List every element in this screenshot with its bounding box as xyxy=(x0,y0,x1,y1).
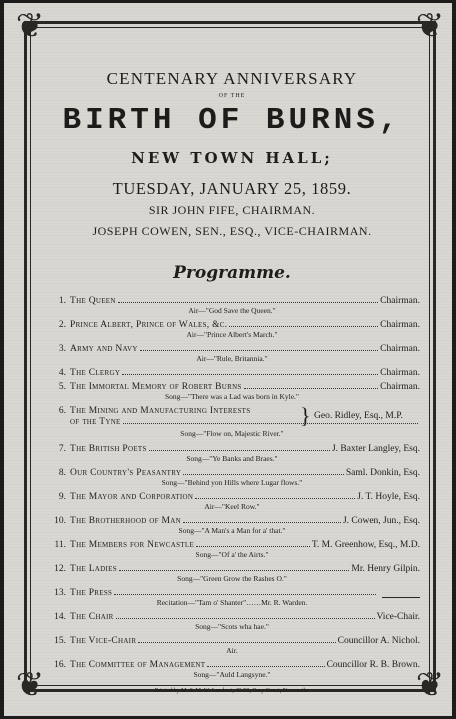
programme-sheet xyxy=(4,3,452,716)
toast-title: The Mining and Manufacturing Interests xyxy=(70,406,251,416)
toast-music: Song—"There was a Lad was born in Kyle." xyxy=(164,392,299,401)
dot-leader xyxy=(196,546,310,547)
toast-responder: Councillor R. B. Brown. xyxy=(326,660,420,670)
toast-music: Song—"Green Grow the Rashes O." xyxy=(177,574,287,583)
toast-item xyxy=(32,537,432,563)
toast-title: The Vice-Chair xyxy=(70,636,137,646)
toast-responder: Chairman. xyxy=(380,368,420,378)
toast-number: 15. xyxy=(54,636,66,646)
toast-item xyxy=(32,609,432,635)
toast-music: Air—"Keel Row." xyxy=(204,502,260,511)
toast-responder: Chairman. xyxy=(380,320,420,330)
corner-ornament-icon: ❦ xyxy=(15,8,45,45)
toast-title: The Queen xyxy=(70,296,116,306)
toast-item xyxy=(32,465,432,491)
toast-title: The British Poets xyxy=(70,444,147,454)
toast-number: 10. xyxy=(54,516,66,526)
toast-responder: Chairman. xyxy=(380,344,420,354)
toast-music: Song—"Of a' the Airts." xyxy=(195,550,269,559)
heading-venue: NEW TOWN HALL; xyxy=(131,149,333,167)
toast-number: 7. xyxy=(58,444,66,454)
toast-title-continued: of the Tyne xyxy=(70,417,121,427)
toast-title: The Ladies xyxy=(70,564,117,574)
toast-number: 12. xyxy=(54,564,66,574)
dot-leader xyxy=(119,570,349,571)
toast-item xyxy=(32,561,432,587)
toast-item xyxy=(32,513,432,539)
toast-title: The Immortal Memory of Robert Burns xyxy=(70,382,242,392)
toast-music: Song—"Behind yon Hills where Lugar flows." xyxy=(161,478,303,487)
dot-leader xyxy=(114,594,376,595)
toast-title: The Committee of Management xyxy=(70,660,206,670)
toast-title: Our Country's Peasantry xyxy=(70,468,182,478)
toast-responder: Chairman. xyxy=(380,296,420,306)
toast-number: 8. xyxy=(58,468,66,478)
toast-responder: Chairman. xyxy=(380,382,420,392)
toast-number: 14. xyxy=(54,612,66,622)
toast-number: 4. xyxy=(58,368,66,378)
heading-date: TUESDAY, JANUARY 25, 1859. xyxy=(112,179,352,198)
dot-leader xyxy=(149,450,330,451)
toast-title: Prince Albert, Prince of Wales, &c. xyxy=(70,320,228,330)
toast-music: Air. xyxy=(226,646,238,655)
dot-leader xyxy=(116,618,375,619)
toast-responder: J. Baxter Langley, Esq. xyxy=(331,444,420,454)
toast-responder: Saml. Donkin, Esq. xyxy=(345,468,420,478)
toast-number: 2. xyxy=(58,320,66,330)
toast-music: Air—"Rule, Britannia." xyxy=(196,354,268,363)
dot-leader xyxy=(195,498,355,499)
toast-title: The Clergy xyxy=(70,368,121,378)
toast-number: 1. xyxy=(58,296,66,306)
toast-music: Air—"Prince Albert's March." xyxy=(186,330,278,339)
toast-number: 5. xyxy=(58,382,66,392)
toast-responder: Vice-Chair. xyxy=(376,612,420,622)
toast-number: 3. xyxy=(58,344,66,354)
toast-number: 16. xyxy=(54,660,66,670)
dot-leader xyxy=(207,666,324,667)
toast-music: Song—"Scots wha hae." xyxy=(195,622,269,631)
vice-chairman-line: JOSEPH COWEN, SEN., ESQ., VICE-CHAIRMAN. xyxy=(92,224,372,238)
brace-icon: } xyxy=(300,403,311,428)
toast-responder: Mr. Henry Gilpin. xyxy=(351,564,420,574)
dot-leader xyxy=(122,374,378,375)
toast-title: The Press xyxy=(70,588,113,598)
dot-leader xyxy=(229,326,378,327)
chairman-line: SIR JOHN FIFE, CHAIRMAN. xyxy=(148,203,316,217)
toast-item xyxy=(32,317,432,343)
heading-birth-of-burns: BIRTH OF BURNS, xyxy=(62,103,402,138)
corner-ornament-icon: ❦ xyxy=(415,8,445,45)
toast-item xyxy=(32,379,432,405)
toast-number: 6. xyxy=(58,406,66,416)
dot-leader xyxy=(118,302,378,303)
toast-number: 9. xyxy=(58,492,66,502)
toast-item xyxy=(32,489,432,515)
toast-item xyxy=(32,293,432,319)
toast-music: Song—"A Man's a Man for a' that." xyxy=(178,526,286,535)
toast-item xyxy=(32,633,432,659)
heading-of-the: OF THE xyxy=(218,93,246,99)
programme-title: Programme. xyxy=(173,263,291,283)
toast-title: The Brotherhood of Man xyxy=(70,516,181,526)
toast-item xyxy=(32,341,432,367)
dot-leader xyxy=(140,350,378,351)
dot-leader xyxy=(183,474,344,475)
toast-item xyxy=(32,657,432,683)
toast-title: The Chair xyxy=(70,612,114,622)
toast-responder: J. T. Hoyle, Esq. xyxy=(357,492,420,502)
toast-responder: T. M. Greenhow, Esq., M.D. xyxy=(311,540,420,550)
toast-music: Song—"Ye Banks and Braes." xyxy=(186,454,278,463)
toast-music: Air—"God Save the Queen." xyxy=(188,306,276,315)
toast-item xyxy=(32,403,432,438)
dot-leader xyxy=(183,522,341,523)
dot-leader xyxy=(138,642,335,643)
toast-title: Army and Navy xyxy=(70,344,138,354)
toast-number: 13. xyxy=(54,588,66,598)
toast-responder: Councillor A. Nichol. xyxy=(337,636,420,646)
toast-music: Song—"Flow on, Majestic River." xyxy=(180,429,284,438)
corner-ornament-icon: ❦ xyxy=(15,667,45,704)
toast-item xyxy=(32,585,432,611)
toast-number: 11. xyxy=(54,540,66,550)
dot-leader xyxy=(244,388,379,389)
toast-music: Recitation—"Tam o' Shanter"……Mr. R. Warden. xyxy=(156,598,308,607)
heading-centenary: CENTENARY ANNIVERSARY xyxy=(106,69,358,88)
toast-responder: J. Cowen, Jun., Esq. xyxy=(342,516,420,526)
printer-imprint: Printed by M. & M. W. Lambert, 49-50, Grey Street, Newcastle. xyxy=(154,688,310,694)
dot-leader xyxy=(123,423,418,424)
toast-item xyxy=(32,441,432,467)
toast-responder: Geo. Ridley, Esq., M.P. xyxy=(314,411,403,421)
corner-ornament-icon: ❦ xyxy=(415,667,445,704)
toast-title: The Mayor and Corporation xyxy=(70,492,194,502)
toast-music: Song—"Auld Langsyne." xyxy=(193,670,271,679)
toast-title: The Members for Newcastle xyxy=(70,540,195,550)
